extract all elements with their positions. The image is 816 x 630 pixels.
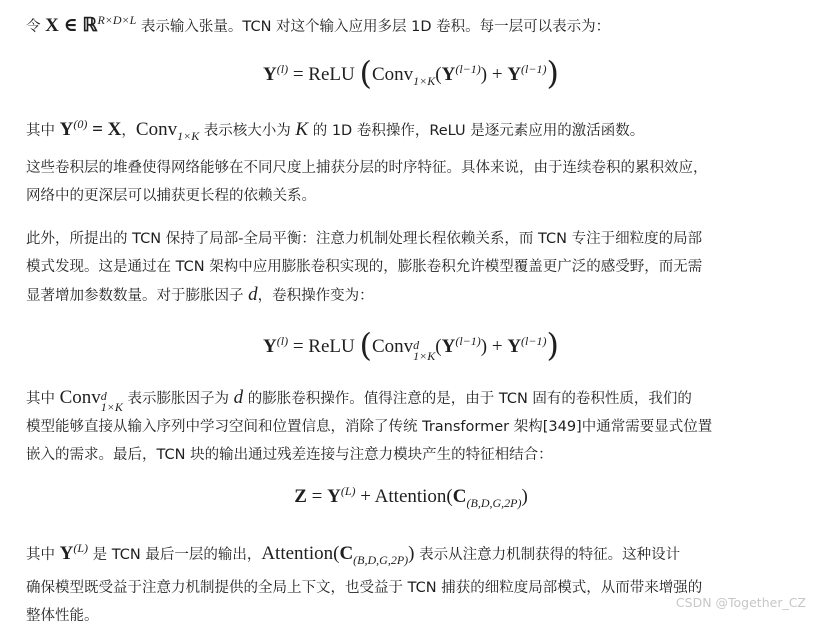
right-paren: ): [546, 54, 559, 92]
math-z: Z: [294, 486, 307, 507]
math-eq: =: [306, 486, 328, 507]
text-line: 整体性能。: [26, 608, 99, 624]
math-superscript: (l−1): [455, 334, 481, 348]
math-subscript: 1×K: [177, 129, 200, 143]
math-x: = X: [87, 119, 122, 140]
math-y: Y: [327, 486, 341, 507]
left-paren: (: [359, 326, 372, 364]
paragraph-dilated: [26, 225, 796, 310]
math-y: Y: [59, 119, 74, 140]
math-superscript: (l): [276, 334, 289, 348]
text: ，: [121, 123, 136, 139]
math-k: K: [295, 119, 309, 140]
paren-close: ): [480, 336, 488, 357]
text: 其中: [26, 123, 60, 139]
text-line: 模型能够直接从输入序列中学习空间和位置信息，消除了传统 Transformer 架构[349]中通常需要显式位置: [26, 419, 713, 435]
paren-close: ): [480, 64, 488, 85]
math-plus: +: [487, 336, 508, 357]
watermark: CSDN @Together_CZ: [675, 595, 806, 610]
text-line: 嵌入的需求。最后，TCN 块的输出通过残差连接与注意力模块产生的特征相结合：: [26, 447, 553, 463]
math-sup-sub: d 1×K: [100, 389, 123, 414]
paren-close: ): [521, 486, 528, 507]
math-superscript: (l): [276, 62, 289, 76]
left-paren: (: [359, 54, 372, 92]
paren-open: (: [435, 64, 442, 85]
math-c: C: [339, 543, 354, 564]
text-line: 其中 Conv d 1×K 表示膨胀因子为 d 的膨胀卷积操作。值得注意的是，由于 TCN 固有的卷积性质，我们的: [26, 387, 692, 414]
equation-residual: [26, 484, 796, 511]
math-conv: Conv: [59, 387, 101, 408]
math-d: d: [233, 387, 244, 408]
paragraph-conv-definition: [26, 110, 796, 150]
math-superscript: (l−1): [455, 62, 481, 76]
math-y: Y: [441, 64, 456, 85]
paragraph-stacking: [26, 154, 796, 210]
equation-dilated-conv: [26, 326, 796, 364]
text-line: 此外，所提出的 TCN 保持了局部-全局平衡：注意力机制处理长程依赖关系，而 TCN 专注于细粒度的局部: [26, 231, 703, 247]
text-line: 显著增加参数数量。对于膨胀因子 d，卷积操作变为：: [26, 284, 374, 305]
math-x-in-r: X ∈ ℝ: [45, 15, 98, 36]
paren-open: (: [435, 336, 442, 357]
math-superscript: (L): [340, 484, 356, 498]
text-line: 网络中的更深层可以捕获更长程的依赖关系。: [26, 188, 316, 204]
text-line: 其中 $Y^{(L)}$ 是 TCN 最后一层的输出，$Attention(C_{(B,D,G,2P)})$ 表示从注意力机制获得的特征。这种设计: [26, 541, 681, 567]
math-d: d: [248, 284, 258, 305]
right-paren: ): [546, 326, 559, 364]
math-y: Y: [507, 64, 522, 85]
math-plus: +: [487, 64, 508, 85]
math-subscript: (B,D,G,2P): [466, 496, 522, 510]
math-conv: Conv: [135, 119, 178, 140]
text-line: 这些卷积层的堆叠使得网络能够在不同尺度上捕获分层的时序特征。具体来说，由于连续卷积的累积效应，: [26, 160, 708, 176]
text: 表示核大小为: [199, 123, 296, 139]
math-sup-sub: d 1×K: [413, 338, 436, 363]
math-exponent: R×D×L: [97, 13, 137, 27]
equation-relu-conv: [26, 54, 796, 92]
text-line: 确保模型既受益于注意力机制提供的全局上下文，也受益于 TCN 捕获的细粒度局部模式，从而带来增强的: [26, 580, 703, 596]
text-line: 模式发现。这是通过在 TCN 架构中应用膨胀卷积实现的，膨胀卷积允许模型覆盖更广泛的感受野，而无需: [26, 259, 703, 275]
text: 表示输入张量。TCN 对这个输入应用多层 1D 卷积。每一层可以表示为：: [136, 19, 611, 35]
math-attention: + Attention(: [355, 486, 453, 507]
math-attention: Attention(: [261, 543, 340, 564]
math-y: Y: [507, 336, 522, 357]
math-superscript: (l−1): [521, 62, 547, 76]
paragraph-dilated-def: [26, 384, 796, 469]
math-c: C: [452, 486, 467, 507]
math-subscript: 1×K: [413, 74, 436, 88]
math-superscript: (L): [73, 541, 89, 555]
math-superscript: (l−1): [521, 334, 547, 348]
text: 令: [26, 19, 46, 35]
math-text: = ReLU: [288, 64, 360, 85]
text: 的 1D 卷积操作，ReLU 是逐元素应用的激活函数。: [308, 123, 645, 139]
math-y: Y: [59, 543, 74, 564]
math-y: Y: [441, 336, 456, 357]
math-conv: Conv: [371, 64, 414, 85]
paragraph-input-tensor: [26, 6, 796, 41]
math-y: Y: [263, 336, 277, 357]
math-conv: Conv: [371, 336, 414, 357]
paragraph-conclusion: [26, 534, 796, 630]
math-subscript: (B,D,G,2P): [353, 553, 409, 567]
math-y: Y: [263, 64, 277, 85]
math-superscript: (0): [73, 117, 88, 131]
math-text: = ReLU: [288, 336, 360, 357]
